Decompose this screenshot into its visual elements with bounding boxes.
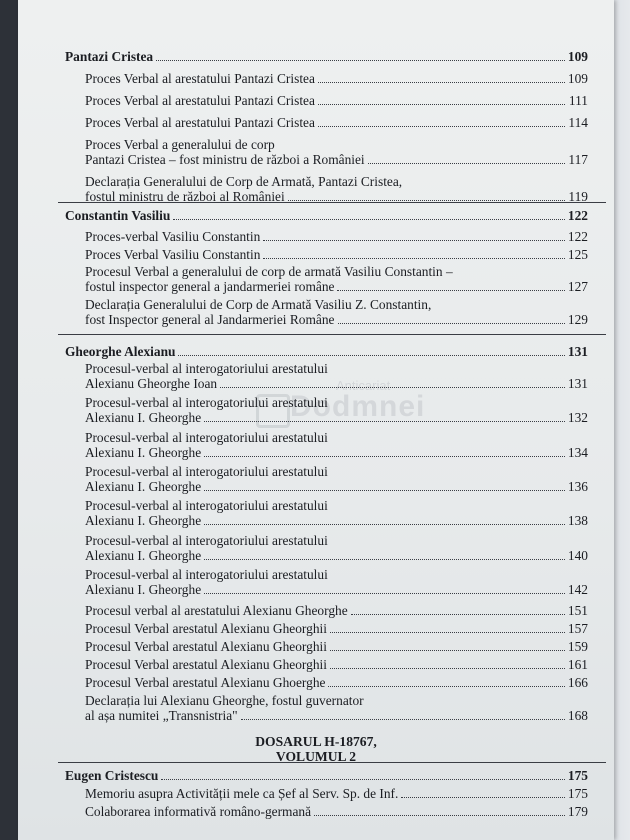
toc-entry [85,279,588,294]
dot-leader [328,685,564,687]
page-number: 161 [567,656,588,672]
page-number: 125 [567,246,588,262]
dot-leader [338,322,565,324]
toc-entry [85,93,588,108]
page-number: 166 [567,674,588,690]
entry-title: fostul ministru de război al României [85,189,285,204]
entry-title: Procesul Verbal arestatul Alexianu Gheorghii [85,656,327,672]
dot-leader [337,289,564,291]
dot-leader [330,667,565,669]
entry-title-line: Procesul-verbal al interogatoriului arestatului [85,361,328,376]
dot-leader [178,354,564,356]
entry-title: Alexianu I. Gheorghe [85,581,202,597]
toc-section-heading [65,208,588,223]
dot-leader [156,59,565,61]
entry-title: al așa numitei „Transnistria" [85,707,238,723]
entry-title-line: Declarația Generalului de Corp de Armată Vasiliu Z. Constantin, [85,296,432,312]
page-number: 122 [567,208,588,223]
toc-section-heading [65,768,588,783]
entry-title: Colaborarea informativă româno-germană [85,804,312,819]
page-number: 129 [567,311,588,327]
entry-title: fostul inspector general a jandarmeriei române [85,279,335,294]
entry-title-line: Procesul-verbal al interogatoriului arestatului [85,463,328,479]
dot-leader [204,592,565,594]
section-name: Pantazi Cristea [65,49,154,64]
page-number: 168 [567,707,588,723]
page-number: 138 [567,513,588,529]
entry-title-line: Procesul-verbal al interogatoriului arestatului [85,532,328,548]
page-number: 111 [568,93,588,108]
entry-title: Alexianu I. Gheorghe [85,513,202,529]
entry-title: fost Inspector general al Jandarmeriei Române [85,311,335,327]
dot-leader [330,649,565,651]
page-number: 140 [567,547,588,563]
dot-leader [401,796,565,798]
section-name: Eugen Cristescu [65,768,159,783]
entry-title: Procesul Verbal arestatul Alexianu Ghoerghe [85,674,326,690]
entry-title-line: Procesul-verbal al interogatoriului arestatului [85,498,328,514]
watermark-tag: Anticariat [336,378,391,393]
toc-entry [85,445,588,460]
page-number: 114 [568,115,588,130]
entry-title-line: Declarația Generalului de Corp de Armată, Pantazi Cristea, [85,174,403,189]
entry-title: Alexianu I. Gheorghe [85,478,202,494]
toc-section-heading [65,344,588,359]
table-of-contents [18,0,614,840]
entry-title: Alexianu Gheorghe Ioan [85,376,218,391]
dot-leader [241,718,565,720]
entry-title: Pantazi Cristea – fost ministru de război a României [85,152,365,167]
entry-title-line: Procesul-verbal al interogatoriului arestatului [85,395,328,411]
entry-title: Proces Verbal al arestatului Pantazi Cristea [85,115,315,130]
toc-entry [85,804,588,819]
toc-entry [85,376,588,391]
page-number: 132 [567,410,588,426]
dot-leader [204,523,565,525]
entry-title: Proces-verbal Vasiliu Constantin [85,229,261,244]
dot-leader [204,558,565,560]
toc-entry [85,675,588,690]
dot-leader [314,814,565,816]
dot-leader [204,455,565,457]
dot-leader [263,257,564,259]
section-name: Gheorghe Alexianu [65,344,176,359]
entry-title: Procesul Verbal arestatul Alexianu Gheorghii [85,638,327,654]
entry-title-line: Procesul-verbal al interogatoriului arestatului [85,566,328,582]
entry-title-line: Procesul Verbal a generalului de corp de armată Vasiliu Constantin – [85,264,453,279]
page-number: 175 [567,768,588,783]
section-divider [58,202,606,203]
dot-leader [351,613,565,615]
section-divider [58,334,606,335]
entry-title: Proces Verbal al arestatului Pantazi Cristea [85,71,315,86]
page-number: 175 [567,786,588,801]
page-number: 119 [568,189,588,204]
page-number: 109 [567,49,588,64]
toc-entry [85,479,588,494]
page-number: 127 [567,279,588,294]
dot-leader [288,199,565,201]
toc-entry [85,708,588,723]
dot-leader [318,125,565,127]
book-page [18,0,614,840]
entry-title: Procesul verbal al arestatului Alexianu Gheorghe [85,602,348,618]
page-number: 157 [567,620,588,636]
page-number: 142 [567,581,588,597]
toc-entry [85,657,588,672]
toc-entry [85,639,588,654]
toc-entry [85,513,588,528]
dot-leader [263,239,565,241]
toc-entry [85,152,588,167]
toc-entry [85,247,588,262]
toc-entry [85,621,588,636]
entry-title: Procesul Verbal arestatul Alexianu Gheorghii [85,620,327,636]
entry-title-line: Procesul-verbal al interogatoriului arestatului [85,429,328,445]
entry-title: Alexianu I. Gheorghe [85,410,202,426]
entry-title: Alexianu I. Gheorghe [85,444,202,460]
entry-title-line: Proces Verbal a generalului de corp [85,137,275,152]
dot-leader [161,778,565,780]
dot-leader [330,631,565,633]
toc-entry [85,115,588,130]
page-number: 131 [567,376,588,391]
dot-leader [204,420,565,422]
page-number: 134 [567,444,588,460]
page-number: 109 [567,71,588,86]
page-number: 117 [568,152,588,167]
dot-leader [173,218,565,220]
toc-entry [85,229,588,244]
toc-entry [85,582,588,597]
toc-entry [85,548,588,563]
page-number: 179 [567,804,588,819]
section-name: Constantin Vasiliu [65,208,171,223]
toc-entry [85,71,588,86]
dot-leader [318,103,565,105]
page-number: 131 [567,344,588,359]
dot-leader [204,489,565,491]
page-number: 151 [567,602,588,618]
dot-leader [368,162,565,164]
watermark-brand: Dodmnei [290,390,426,423]
entry-title-line: Declarația lui Alexianu Gheorghe, fostul guvernator [85,692,364,708]
page-number: 159 [567,638,588,654]
volume-heading-line1: DOSARUL H-18767, [255,734,377,749]
entry-title: Proces Verbal Vasiliu Constantin [85,246,261,262]
toc-entry [85,410,588,425]
entry-title: Alexianu I. Gheorghe [85,547,202,563]
entry-title: Proces Verbal al arestatului Pantazi Cristea [85,93,315,108]
dot-leader [220,386,565,388]
toc-section-heading [65,49,588,64]
page-number: 136 [567,478,588,494]
toc-entry [85,603,588,618]
toc-entry [85,786,588,801]
dot-leader [318,81,565,83]
toc-entry [85,312,588,327]
page-number: 122 [567,229,588,244]
volume-heading-line2: VOLUMUL 2 [275,749,357,764]
entry-title: Memoriu asupra Activității mele ca Șef al Serv. Sp. de Inf. [85,786,399,801]
